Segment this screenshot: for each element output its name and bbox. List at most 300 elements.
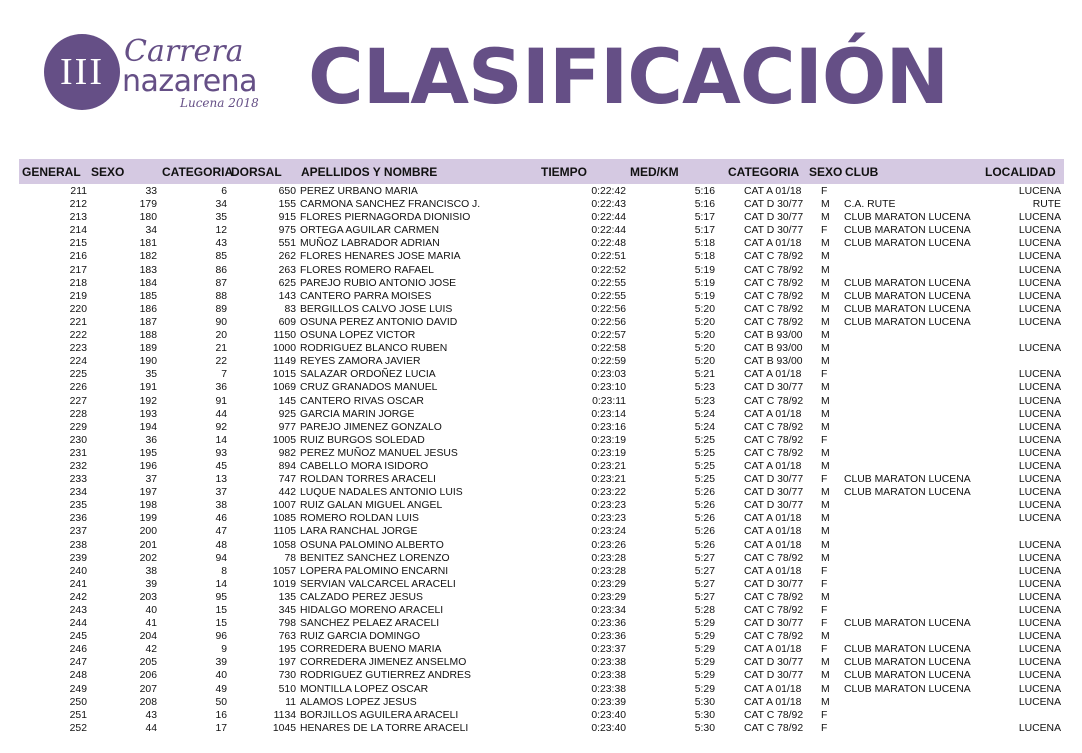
sex-cell: M [821,539,830,551]
categoria-cell: 22 [215,356,227,368]
header-medkm: MED/KM [630,165,679,179]
pace-cell: 5:19 [694,290,715,302]
dorsal-cell: 78 [284,552,296,564]
dorsal-cell: 1105 [273,526,296,538]
locality-cell: LUCENA [1018,683,1061,695]
dorsal-cell: 1057 [272,565,296,577]
category-cell: CAT D 30/77 [744,199,804,211]
time-cell: 0:23:22 [591,487,626,499]
dorsal-cell: 135 [278,591,296,603]
table-row [0,290,1082,303]
pace-cell: 5:20 [694,316,715,328]
pace-cell: 5:29 [694,644,715,656]
locality-cell: LUCENA [1018,212,1061,224]
table-row [0,669,1082,682]
pace-cell: 5:30 [694,696,715,708]
table-row [0,329,1082,342]
sex-cell: M [821,696,830,708]
locality-cell: LUCENA [1018,369,1061,381]
table-row [0,499,1082,512]
locality-cell: LUCENA [1018,500,1061,512]
time-cell: 0:22:55 [591,277,626,289]
sexo-cell: 187 [139,316,157,328]
general-cell: 249 [69,683,87,695]
table-row [0,630,1082,643]
name-cell: CANTERO RIVAS OSCAR [300,395,424,407]
pace-cell: 5:19 [694,277,715,289]
header-categoria-2: CATEGORIA [728,165,800,179]
pace-cell: 5:17 [694,225,715,237]
name-cell: SALAZAR ORDOÑEZ LUCIA [300,369,436,381]
locality-cell: LUCENA [1018,460,1061,472]
sexo-cell: 207 [139,683,157,695]
sex-cell: M [821,526,830,538]
dorsal-cell: 730 [278,670,296,682]
table-row [0,486,1082,499]
category-cell: CAT D 30/77 [744,487,804,499]
categoria-cell: 48 [215,539,227,551]
sex-cell: F [821,618,828,630]
pace-cell: 5:26 [694,500,715,512]
table-row [0,683,1082,696]
time-cell: 0:22:42 [591,186,626,197]
club-cell: CLUB MARATON LUCENA [844,487,971,499]
dorsal-cell: 982 [278,447,296,459]
sexo-cell: 186 [139,303,157,315]
name-cell: BERGILLOS CALVO JOSE LUIS [300,303,453,315]
header-tiempo: TIEMPO [541,165,588,179]
time-cell: 0:23:10 [591,382,626,394]
category-cell: CAT A 01/18 [744,408,802,420]
categoria-cell: 87 [215,277,227,289]
categoria-cell: 21 [215,343,227,355]
sexo-cell: 203 [139,591,157,603]
locality-cell: LUCENA [1018,343,1061,355]
time-cell: 0:23:38 [591,670,626,682]
locality-cell: LUCENA [1018,251,1061,263]
dorsal-cell: 925 [278,408,296,420]
name-cell: PAREJO RUBIO ANTONIO JOSE [300,277,457,289]
category-cell: CAT C 78/92 [744,395,804,407]
name-cell: RODRIGUEZ GUTIERREZ ANDRES [300,670,471,682]
categoria-cell: 94 [215,552,227,564]
sexo-cell: 190 [139,356,157,368]
category-cell: CAT D 30/77 [744,657,804,669]
dorsal-cell: 975 [278,225,296,237]
general-cell: 246 [69,644,87,656]
table-row [0,591,1082,604]
sexo-cell: 43 [145,709,157,721]
general-cell: 248 [69,670,87,682]
categoria-cell: 8 [221,565,227,577]
sex-cell: F [821,434,828,446]
sexo-cell: 40 [145,605,157,616]
general-cell: 243 [69,605,87,616]
general-cell: 218 [69,277,87,289]
locality-cell: LUCENA [1018,434,1061,446]
category-cell: CAT C 78/92 [744,290,804,302]
dorsal-cell: 145 [278,395,296,407]
general-cell: 217 [69,264,87,276]
category-cell: CAT A 01/18 [744,526,802,538]
dorsal-cell: 262 [278,251,296,263]
name-cell: MONTILLA LOPEZ OSCAR [300,683,429,695]
categoria-cell: 39 [215,657,227,669]
pace-cell: 5:27 [694,565,715,577]
dorsal-cell: 977 [278,421,296,433]
dorsal-cell: 625 [278,277,296,289]
sex-cell: M [821,290,830,302]
dorsal-cell: 83 [284,303,296,315]
pace-cell: 5:21 [694,369,715,381]
category-cell: CAT D 30/77 [744,618,804,630]
header-sexo-2: SEXO [809,165,843,179]
name-cell: HENARES DE LA TORRE ARACELI [300,722,469,734]
sexo-cell: 200 [139,526,157,538]
categoria-cell: 86 [215,264,227,276]
name-cell: FLORES PIERNAGORDA DIONISIO [300,212,471,224]
sex-cell: F [821,709,828,721]
general-cell: 226 [69,382,87,394]
name-cell: REYES ZAMORA JAVIER [300,356,421,368]
table-row [0,643,1082,656]
name-cell: CANTERO PARRA MOISES [300,290,432,302]
locality-cell: LUCENA [1018,657,1061,669]
table-row [0,539,1082,552]
table-row [0,303,1082,316]
page-title: CLASIFICACIÓN [308,32,949,121]
general-cell: 251 [69,709,87,721]
name-cell: SANCHEZ PELAEZ ARACELI [300,618,440,630]
general-cell: 228 [69,408,87,420]
header-general: GENERAL [22,165,81,179]
time-cell: 0:22:58 [591,343,626,355]
sexo-cell: 208 [139,696,157,708]
table-row [0,264,1082,277]
dorsal-cell: 263 [278,264,296,276]
categoria-cell: 7 [221,369,227,381]
club-cell: CLUB MARATON LUCENA [844,316,971,328]
category-cell: CAT C 78/92 [744,251,804,263]
table-row [0,473,1082,486]
dorsal-cell: 442 [278,487,296,499]
dorsal-cell: 894 [278,460,296,472]
general-cell: 244 [69,618,87,630]
locality-cell: LUCENA [1018,539,1061,551]
name-cell: CORREDERA BUENO MARIA [300,644,442,656]
pace-cell: 5:25 [694,434,715,446]
category-cell: CAT D 30/77 [744,670,804,682]
time-cell: 0:23:21 [591,460,626,472]
pace-cell: 5:26 [694,487,715,499]
sex-cell: M [821,447,830,459]
dorsal-cell: 1015 [272,369,296,381]
locality-cell: LUCENA [1018,225,1061,237]
results-table [0,185,1082,735]
category-cell: CAT A 01/18 [744,696,802,708]
sexo-cell: 179 [139,199,157,211]
logo-line-2: nazarena [122,64,258,99]
table-row [0,395,1082,408]
sexo-cell: 185 [139,290,157,302]
locality-cell: LUCENA [1018,447,1061,459]
general-cell: 237 [69,526,87,538]
sex-cell: M [821,487,830,499]
category-cell: CAT A 01/18 [744,513,802,525]
general-cell: 227 [69,395,87,407]
locality-cell: LUCENA [1018,670,1061,682]
pace-cell: 5:29 [694,670,715,682]
general-cell: 212 [69,199,87,211]
category-cell: CAT D 30/77 [744,225,804,237]
pace-cell: 5:18 [694,238,715,250]
dorsal-cell: 1000 [272,343,296,355]
locality-cell: LUCENA [1018,186,1061,197]
locality-cell: LUCENA [1018,277,1061,289]
table-row [0,617,1082,630]
table-row [0,381,1082,394]
sexo-cell: 202 [139,552,157,564]
sexo-cell: 38 [145,565,157,577]
categoria-cell: 93 [215,447,227,459]
sexo-cell: 198 [139,500,157,512]
categoria-cell: 36 [215,382,227,394]
general-cell: 213 [69,212,87,224]
categoria-cell: 35 [215,212,227,224]
categoria-cell: 88 [215,290,227,302]
dorsal-cell: 1005 [272,434,296,446]
table-row [0,552,1082,565]
sexo-cell: 36 [145,434,157,446]
sexo-cell: 180 [139,212,157,224]
general-cell: 239 [69,552,87,564]
sex-cell: F [821,578,828,590]
pace-cell: 5:26 [694,526,715,538]
sex-cell: M [821,500,830,512]
categoria-cell: 46 [215,513,227,525]
time-cell: 0:23:19 [591,447,626,459]
name-cell: RUIZ BURGOS SOLEDAD [300,434,425,446]
table-row [0,198,1082,211]
dorsal-cell: 1149 [273,356,296,368]
category-cell: CAT A 01/18 [744,683,802,695]
pace-cell: 5:25 [694,460,715,472]
category-cell: CAT A 01/18 [744,238,802,250]
time-cell: 0:22:56 [591,316,626,328]
dorsal-cell: 1058 [272,539,296,551]
name-cell: BENITEZ SANCHEZ LORENZO [300,552,450,564]
sex-cell: M [821,552,830,564]
sexo-cell: 33 [145,186,157,197]
sexo-cell: 201 [139,539,157,551]
category-cell: CAT C 78/92 [744,421,804,433]
sexo-cell: 191 [139,382,157,394]
sexo-cell: 184 [139,277,157,289]
sex-cell: M [821,343,830,355]
dorsal-cell: 551 [278,238,296,250]
sex-cell: M [821,238,830,250]
categoria-cell: 91 [215,395,227,407]
pace-cell: 5:29 [694,657,715,669]
header-localidad: LOCALIDAD [985,165,1056,179]
name-cell: CALZADO PEREZ JESUS [300,591,423,603]
time-cell: 0:23:38 [591,657,626,669]
sex-cell: M [821,199,830,211]
club-cell: CLUB MARATON LUCENA [844,290,971,302]
name-cell: OSUNA PEREZ ANTONIO DAVID [300,316,458,328]
time-cell: 0:23:16 [591,421,626,433]
dorsal-cell: 609 [278,316,296,328]
sexo-cell: 193 [139,408,157,420]
table-row [0,512,1082,525]
header-dorsal: DORSAL [231,165,282,179]
dorsal-cell: 1134 [273,709,296,721]
pace-cell: 5:25 [694,447,715,459]
header-sexo: SEXO [91,165,125,179]
table-row [0,342,1082,355]
categoria-cell: 90 [215,316,227,328]
name-cell: CORREDERA JIMENEZ ANSELMO [300,657,467,669]
time-cell: 0:22:44 [591,225,626,237]
category-cell: CAT C 78/92 [744,264,804,276]
category-cell: CAT C 78/92 [744,631,804,643]
name-cell: ROMERO ROLDAN LUIS [300,513,419,525]
pace-cell: 5:28 [694,605,715,616]
pace-cell: 5:16 [694,199,715,211]
pace-cell: 5:30 [694,722,715,734]
time-cell: 0:22:52 [591,264,626,276]
general-cell: 222 [69,330,87,342]
name-cell: SERVIAN VALCARCEL ARACELI [300,578,456,590]
sexo-cell: 34 [145,225,157,237]
table-row [0,224,1082,237]
time-cell: 0:23:23 [591,500,626,512]
pace-cell: 5:18 [694,251,715,263]
category-cell: CAT C 78/92 [744,722,804,734]
table-row [0,368,1082,381]
general-cell: 234 [69,487,87,499]
dorsal-cell: 11 [285,696,296,708]
pace-cell: 5:23 [694,395,715,407]
sexo-cell: 188 [139,330,157,342]
general-cell: 229 [69,421,87,433]
name-cell: LARA RANCHAL JORGE [300,526,418,538]
table-row [0,250,1082,263]
name-cell: ALAMOS LOPEZ JESUS [300,696,417,708]
sex-cell: M [821,513,830,525]
time-cell: 0:23:23 [591,513,626,525]
pace-cell: 5:26 [694,539,715,551]
sex-cell: M [821,670,830,682]
locality-cell: LUCENA [1018,316,1061,328]
time-cell: 0:23:36 [591,618,626,630]
pace-cell: 5:29 [694,683,715,695]
pace-cell: 5:27 [694,578,715,590]
categoria-cell: 49 [215,683,227,695]
time-cell: 0:23:19 [591,434,626,446]
general-cell: 214 [69,225,87,237]
category-cell: CAT C 78/92 [744,303,804,315]
name-cell: PEREZ MUÑOZ MANUEL JESUS [300,447,458,459]
category-cell: CAT C 78/92 [744,434,804,446]
table-row [0,447,1082,460]
sexo-cell: 39 [145,578,157,590]
table-row [0,696,1082,709]
sex-cell: M [821,277,830,289]
categoria-cell: 20 [215,330,227,342]
club-cell: CLUB MARATON LUCENA [844,277,971,289]
dorsal-cell: 1085 [272,513,296,525]
locality-cell: LUCENA [1018,238,1061,250]
categoria-cell: 16 [215,709,227,721]
category-cell: CAT C 78/92 [744,277,804,289]
sexo-cell: 205 [139,657,157,669]
dorsal-cell: 197 [278,657,296,669]
category-cell: CAT A 01/18 [744,369,802,381]
sex-cell: F [821,565,828,577]
time-cell: 0:23:14 [591,408,626,420]
category-cell: CAT B 93/00 [744,330,803,342]
dorsal-cell: 1045 [272,722,296,734]
club-cell: CLUB MARATON LUCENA [844,225,971,237]
time-cell: 0:22:44 [591,212,626,224]
category-cell: CAT A 01/18 [744,565,802,577]
time-cell: 0:23:40 [591,709,626,721]
categoria-cell: 95 [215,591,227,603]
general-cell: 245 [69,631,87,643]
categoria-cell: 34 [215,199,227,211]
category-cell: CAT D 30/77 [744,578,804,590]
general-cell: 236 [69,513,87,525]
time-cell: 0:22:43 [591,199,626,211]
dorsal-cell: 763 [278,631,296,643]
category-cell: CAT A 01/18 [744,539,802,551]
name-cell: OSUNA PALOMINO ALBERTO [300,539,444,551]
time-cell: 0:23:39 [591,696,626,708]
table-row [0,421,1082,434]
time-cell: 0:22:57 [591,330,626,342]
table-row [0,185,1082,198]
dorsal-cell: 650 [278,186,296,197]
sexo-cell: 199 [139,513,157,525]
general-cell: 242 [69,591,87,603]
sex-cell: M [821,460,830,472]
name-cell: CARMONA SANCHEZ FRANCISCO J. [300,199,481,211]
pace-cell: 5:20 [694,356,715,368]
category-cell: CAT D 30/77 [744,474,804,486]
sex-cell: M [821,264,830,276]
logo-line-3: Lucena 2018 [180,96,259,110]
header-club: CLUB [845,165,879,179]
category-cell: CAT C 78/92 [744,447,804,459]
table-row [0,211,1082,224]
locality-cell: LUCENA [1018,631,1061,643]
sex-cell: F [821,186,828,197]
name-cell: LUQUE NADALES ANTONIO LUIS [300,487,463,499]
table-row [0,578,1082,591]
pace-cell: 5:29 [694,618,715,630]
name-cell: RUIZ GALAN MIGUEL ANGEL [300,500,443,512]
dorsal-cell: 195 [278,644,296,656]
name-cell: HIDALGO MORENO ARACELI [300,605,444,616]
categoria-cell: 44 [215,408,227,420]
general-cell: 231 [69,447,87,459]
sex-cell: F [821,474,828,486]
categoria-cell: 14 [215,434,227,446]
table-row [0,525,1082,538]
categoria-cell: 92 [215,421,227,433]
locality-cell: LUCENA [1018,395,1061,407]
